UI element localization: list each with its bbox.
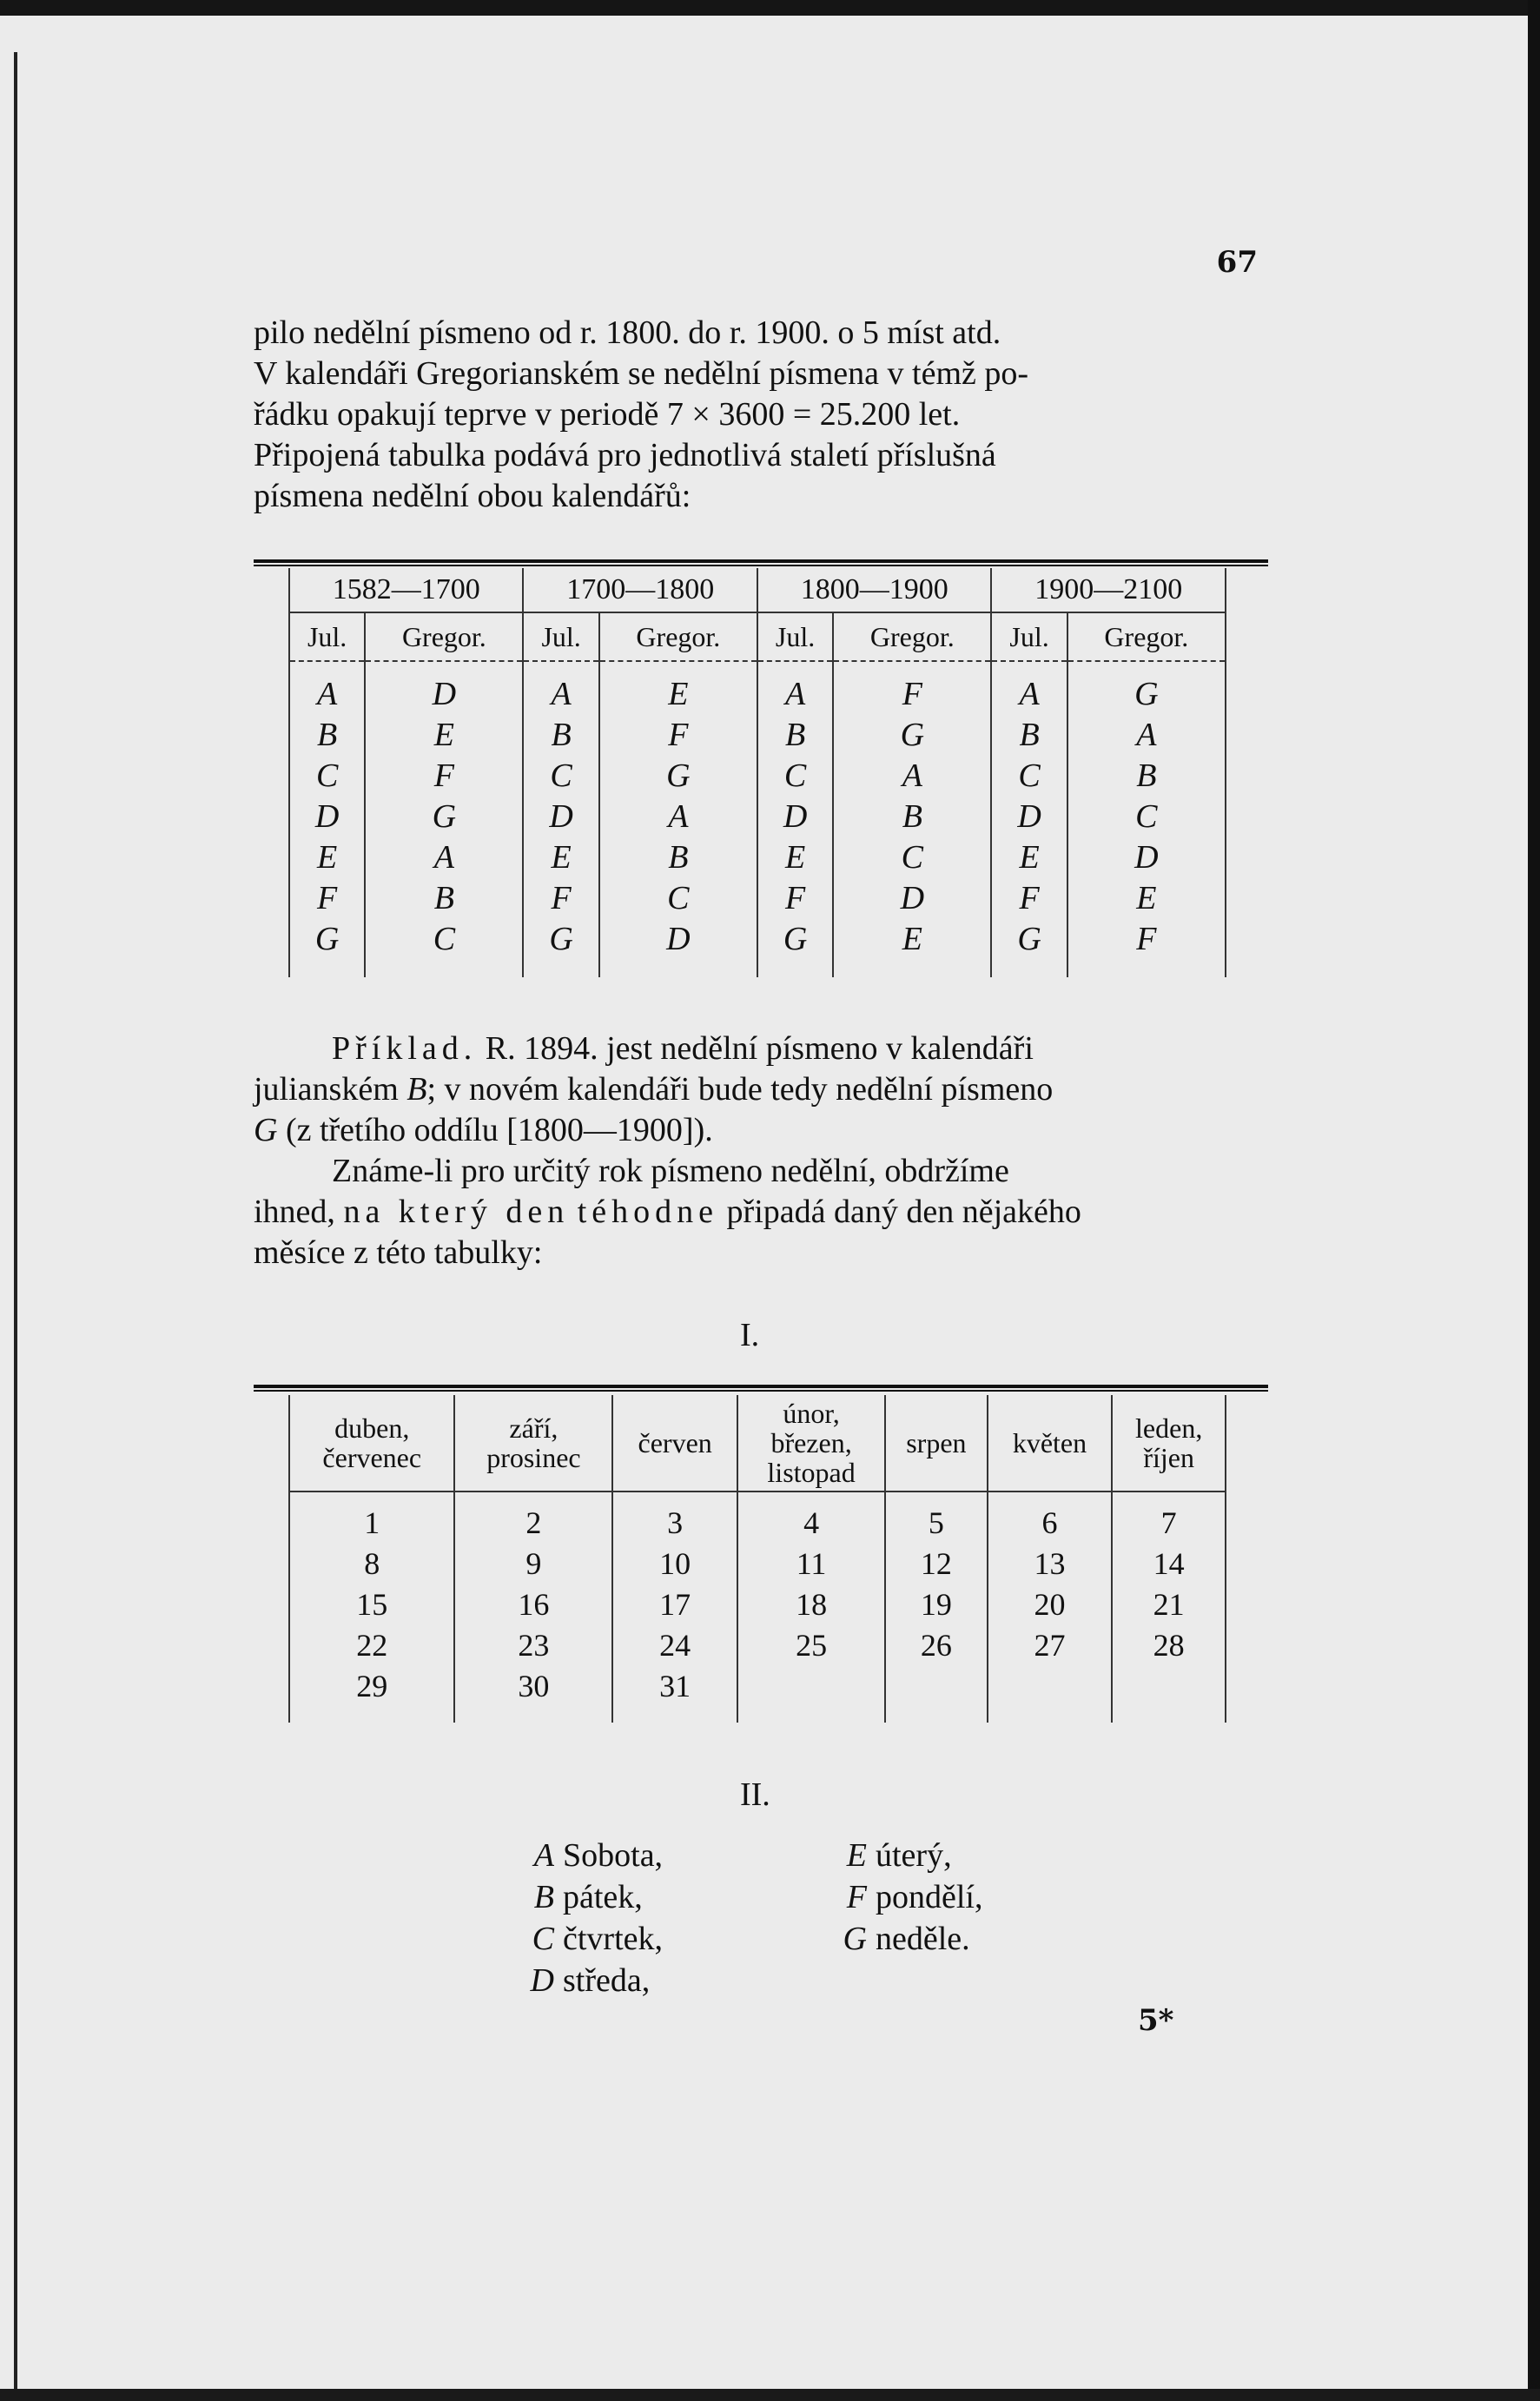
sunday-letter-cell: G [1134,676,1159,712]
sunday-letter-cell: G [783,921,808,957]
sunday-letter-cell: B [1019,717,1040,753]
letter-column [289,661,365,977]
calendar-subheader: Jul. [523,612,598,661]
day-number: 19 [920,1587,952,1622]
explanation-line: měsíce z této tabulky: [254,1234,543,1271]
letter-column [365,661,523,977]
sunday-letter-cell: D [783,798,808,835]
sunday-letter: B [406,1071,427,1108]
sunday-letter-cell: B [668,839,689,876]
sunday-letter-cell: G [900,717,925,753]
weekday-letter: G [843,1921,867,1957]
month-group-header: září, prosinec [454,1395,612,1492]
calendar-subheader: Gregor. [599,612,757,661]
day-number: 22 [356,1628,388,1663]
intro-line: písmena nedělní obou kalendářů: [254,478,691,514]
explanation-spaced: na který den [343,1194,570,1230]
example-text: (z třetího oddílu [1800—1900]). [277,1112,713,1148]
day-number: 21 [1153,1587,1185,1622]
sunday-letter-cell: D [1017,798,1041,835]
explanation-paragraph [254,1151,1270,1273]
day-column [289,1492,454,1723]
period-header: 1700—1800 [523,568,757,612]
table-top-rule [254,1385,1268,1392]
example-paragraph [254,1029,1270,1151]
sunday-letter-cell: A [902,757,922,794]
day-number: 29 [356,1669,388,1703]
explanation-spaced: téhodne [577,1194,719,1230]
weekday-name: úterý, [876,1837,952,1874]
day-number: 16 [518,1587,550,1622]
calendar-subheader: Jul. [991,612,1067,661]
period-header: 1800—1900 [757,568,991,612]
table-heading-ii: II. [740,1776,770,1813]
sunday-letter-cell: E [784,839,806,876]
sunday-letter-cell: A [551,676,572,712]
weekday-entry [827,1918,982,1960]
day-number: 8 [364,1546,380,1581]
scan-border-right [1528,0,1540,2401]
sunday-letter-cell: B [433,880,454,916]
page-number: 67 [1216,245,1258,280]
day-number: 1 [364,1505,380,1540]
sunday-letter-cell: B [317,717,338,753]
month-group-header: duben, červenec [289,1395,454,1492]
day-column [612,1492,737,1723]
calendar-subheader: Jul. [289,612,365,661]
day-number: 20 [1034,1587,1066,1622]
sunday-letter-cell: D [432,676,457,712]
signature-mark: 5* [1138,2003,1174,2038]
day-number: 10 [659,1546,691,1581]
sunday-letter-cell: B [551,717,572,753]
sunday-letter: G [254,1112,278,1148]
month-group-header: únor, březen, listopad [737,1395,885,1492]
day-number: 13 [1034,1546,1066,1581]
sunday-letters-table [288,568,1226,977]
sunday-letter-cell: F [902,676,922,712]
sunday-letter-cell: D [549,798,573,835]
day-number: 14 [1153,1546,1185,1581]
day-number: 6 [1041,1505,1058,1540]
table-top-rule [254,559,1268,566]
weekday-letter: F [846,1879,867,1915]
example-label: Příklad. [332,1030,478,1067]
day-number: 31 [659,1669,691,1703]
month-days-table [288,1395,1226,1723]
sunday-letter-cell: G [549,921,573,957]
book-page [254,0,1270,2401]
sunday-letter-cell: F [317,880,338,916]
day-number: 9 [525,1546,542,1581]
sunday-letter-cell: C [433,921,456,957]
sunday-letter-cell: F [668,717,689,753]
letter-column [991,661,1067,977]
intro-paragraph [254,313,1270,517]
day-number: 5 [928,1505,944,1540]
sunday-letter-cell: D [900,880,925,916]
sunday-letter-cell: A [668,798,689,835]
sunday-letter-cell: A [317,676,338,712]
weekday-entry [514,1876,663,1918]
weekday-entry [514,1960,663,2001]
weekday-letter: A [533,1837,554,1874]
sunday-letter-cell: E [902,921,922,957]
day-number: 4 [803,1505,820,1540]
weekday-name: neděle. [876,1921,970,1957]
day-number: 25 [796,1628,828,1663]
calendar-subheader: Gregor. [365,612,523,661]
intro-line: Připojená tabulka podává pro jednotlivá staletí příslušná [254,437,996,473]
weekday-name: pátek, [563,1879,643,1915]
sunday-letter-cell: D [666,921,691,957]
day-number: 3 [667,1505,684,1540]
day-number: 23 [518,1628,550,1663]
sunday-letter-cell: C [901,839,924,876]
day-number: 11 [796,1546,827,1581]
sunday-letter-cell: D [314,798,340,835]
sunday-letter-cell: F [433,757,454,794]
weekday-entry [827,1876,982,1918]
sunday-letter-cell: D [1134,839,1159,876]
day-column [988,1492,1113,1723]
sunday-letter-cell: A [784,676,806,712]
sunday-letter-cell: C [550,757,572,794]
day-number: 28 [1153,1628,1185,1663]
example-text: ; v novém kalendáři bude tedy nedělní písmeno [426,1071,1054,1108]
sunday-letter-cell: G [666,757,691,794]
sunday-letter-cell: E [433,717,454,753]
sunday-letter-cell: C [1018,757,1041,794]
period-header: 1900—2100 [991,568,1226,612]
sunday-letter-cell: G [432,798,457,835]
day-number: 30 [518,1669,550,1703]
example-text: julianském [254,1071,407,1108]
sunday-letter-cell: E [1019,839,1040,876]
explanation-line: Známe-li pro určitý rok písmeno nedělní, obdržíme [332,1153,1009,1189]
explanation-text: ihned, [254,1194,344,1230]
period-header: 1582—1700 [289,568,523,612]
weekday-entry [514,1835,663,1876]
intro-line: řádku opakují teprve v periodě 7 × 3600 = 25.200 let. [254,396,961,433]
day-column [737,1492,885,1723]
weekday-letter: C [532,1921,554,1957]
sunday-letter-cell: A [433,839,454,876]
day-number: 7 [1160,1505,1177,1540]
weekday-letter: E [846,1837,867,1874]
sunday-letter-cell: E [551,839,572,876]
day-number: 15 [356,1587,388,1622]
sunday-letter-cell: C [667,880,690,916]
month-group-header: červen [612,1395,737,1492]
day-number: 12 [920,1546,952,1581]
explanation-text: připadá daný den nějakého [718,1194,1081,1230]
sunday-letter-cell: G [1017,921,1041,957]
sunday-letter-cell: A [1019,676,1040,712]
letter-column [599,661,757,977]
day-number: 2 [525,1505,542,1540]
calendar-subheader: Gregor. [1067,612,1226,661]
day-column [1112,1492,1226,1723]
sunday-letter-cell: A [1136,717,1157,753]
sunday-letter-cell: F [784,880,806,916]
weekday-name: Sobota, [563,1837,664,1874]
sunday-letter-cell: C [783,757,807,794]
day-number: 27 [1034,1628,1066,1663]
letter-column [1067,661,1226,977]
month-group-header: leden, říjen [1112,1395,1226,1492]
day-number: 18 [796,1587,828,1622]
calendar-subheader: Jul. [757,612,833,661]
days-left-column [514,1835,663,2001]
sunday-letter-cell: B [784,717,806,753]
weekday-entry [827,1835,982,1876]
letter-column [833,661,991,977]
days-right-column [827,1835,982,1960]
weekday-name: čtvrtek, [563,1921,664,1957]
month-group-header: srpen [885,1395,987,1492]
day-number: 17 [659,1587,691,1622]
day-number: 26 [920,1628,952,1663]
weekday-letter: B [533,1879,554,1915]
sunday-letter-cell: F [551,880,572,916]
sunday-letter-cell: C [315,757,339,794]
sunday-letter-cell: G [314,921,340,957]
letter-column [523,661,598,977]
example-text: R. 1894. jest nedělní písmeno v kalendáři [477,1030,1034,1067]
day-number: 24 [659,1628,691,1663]
day-column [885,1492,987,1723]
weekday-entry [514,1918,663,1960]
letter-column [757,661,833,977]
weekday-letter: D [530,1962,554,1999]
day-column [454,1492,612,1723]
sunday-letter-cell: E [1136,880,1157,916]
sunday-letter-cell: C [1135,798,1158,835]
sunday-letter-cell: B [1136,757,1157,794]
intro-line: V kalendáři Gregorianském se nedělní písmena v témž po- [254,355,1029,392]
month-group-header: květen [988,1395,1113,1492]
sunday-letter-cell: E [668,676,689,712]
weekday-name: pondělí, [876,1879,983,1915]
sunday-letter-cell: F [1136,921,1157,957]
table-heading-i: I. [740,1317,760,1353]
scan-border-left [14,52,17,2389]
sunday-letter-cell: B [902,798,922,835]
sunday-letter-cell: F [1019,880,1040,916]
weekday-name: středa, [563,1962,651,1999]
intro-line: pilo nedělní písmeno od r. 1800. do r. 1900. o 5 míst atd. [254,314,1001,351]
calendar-subheader: Gregor. [833,612,991,661]
sunday-letter-cell: E [317,839,338,876]
